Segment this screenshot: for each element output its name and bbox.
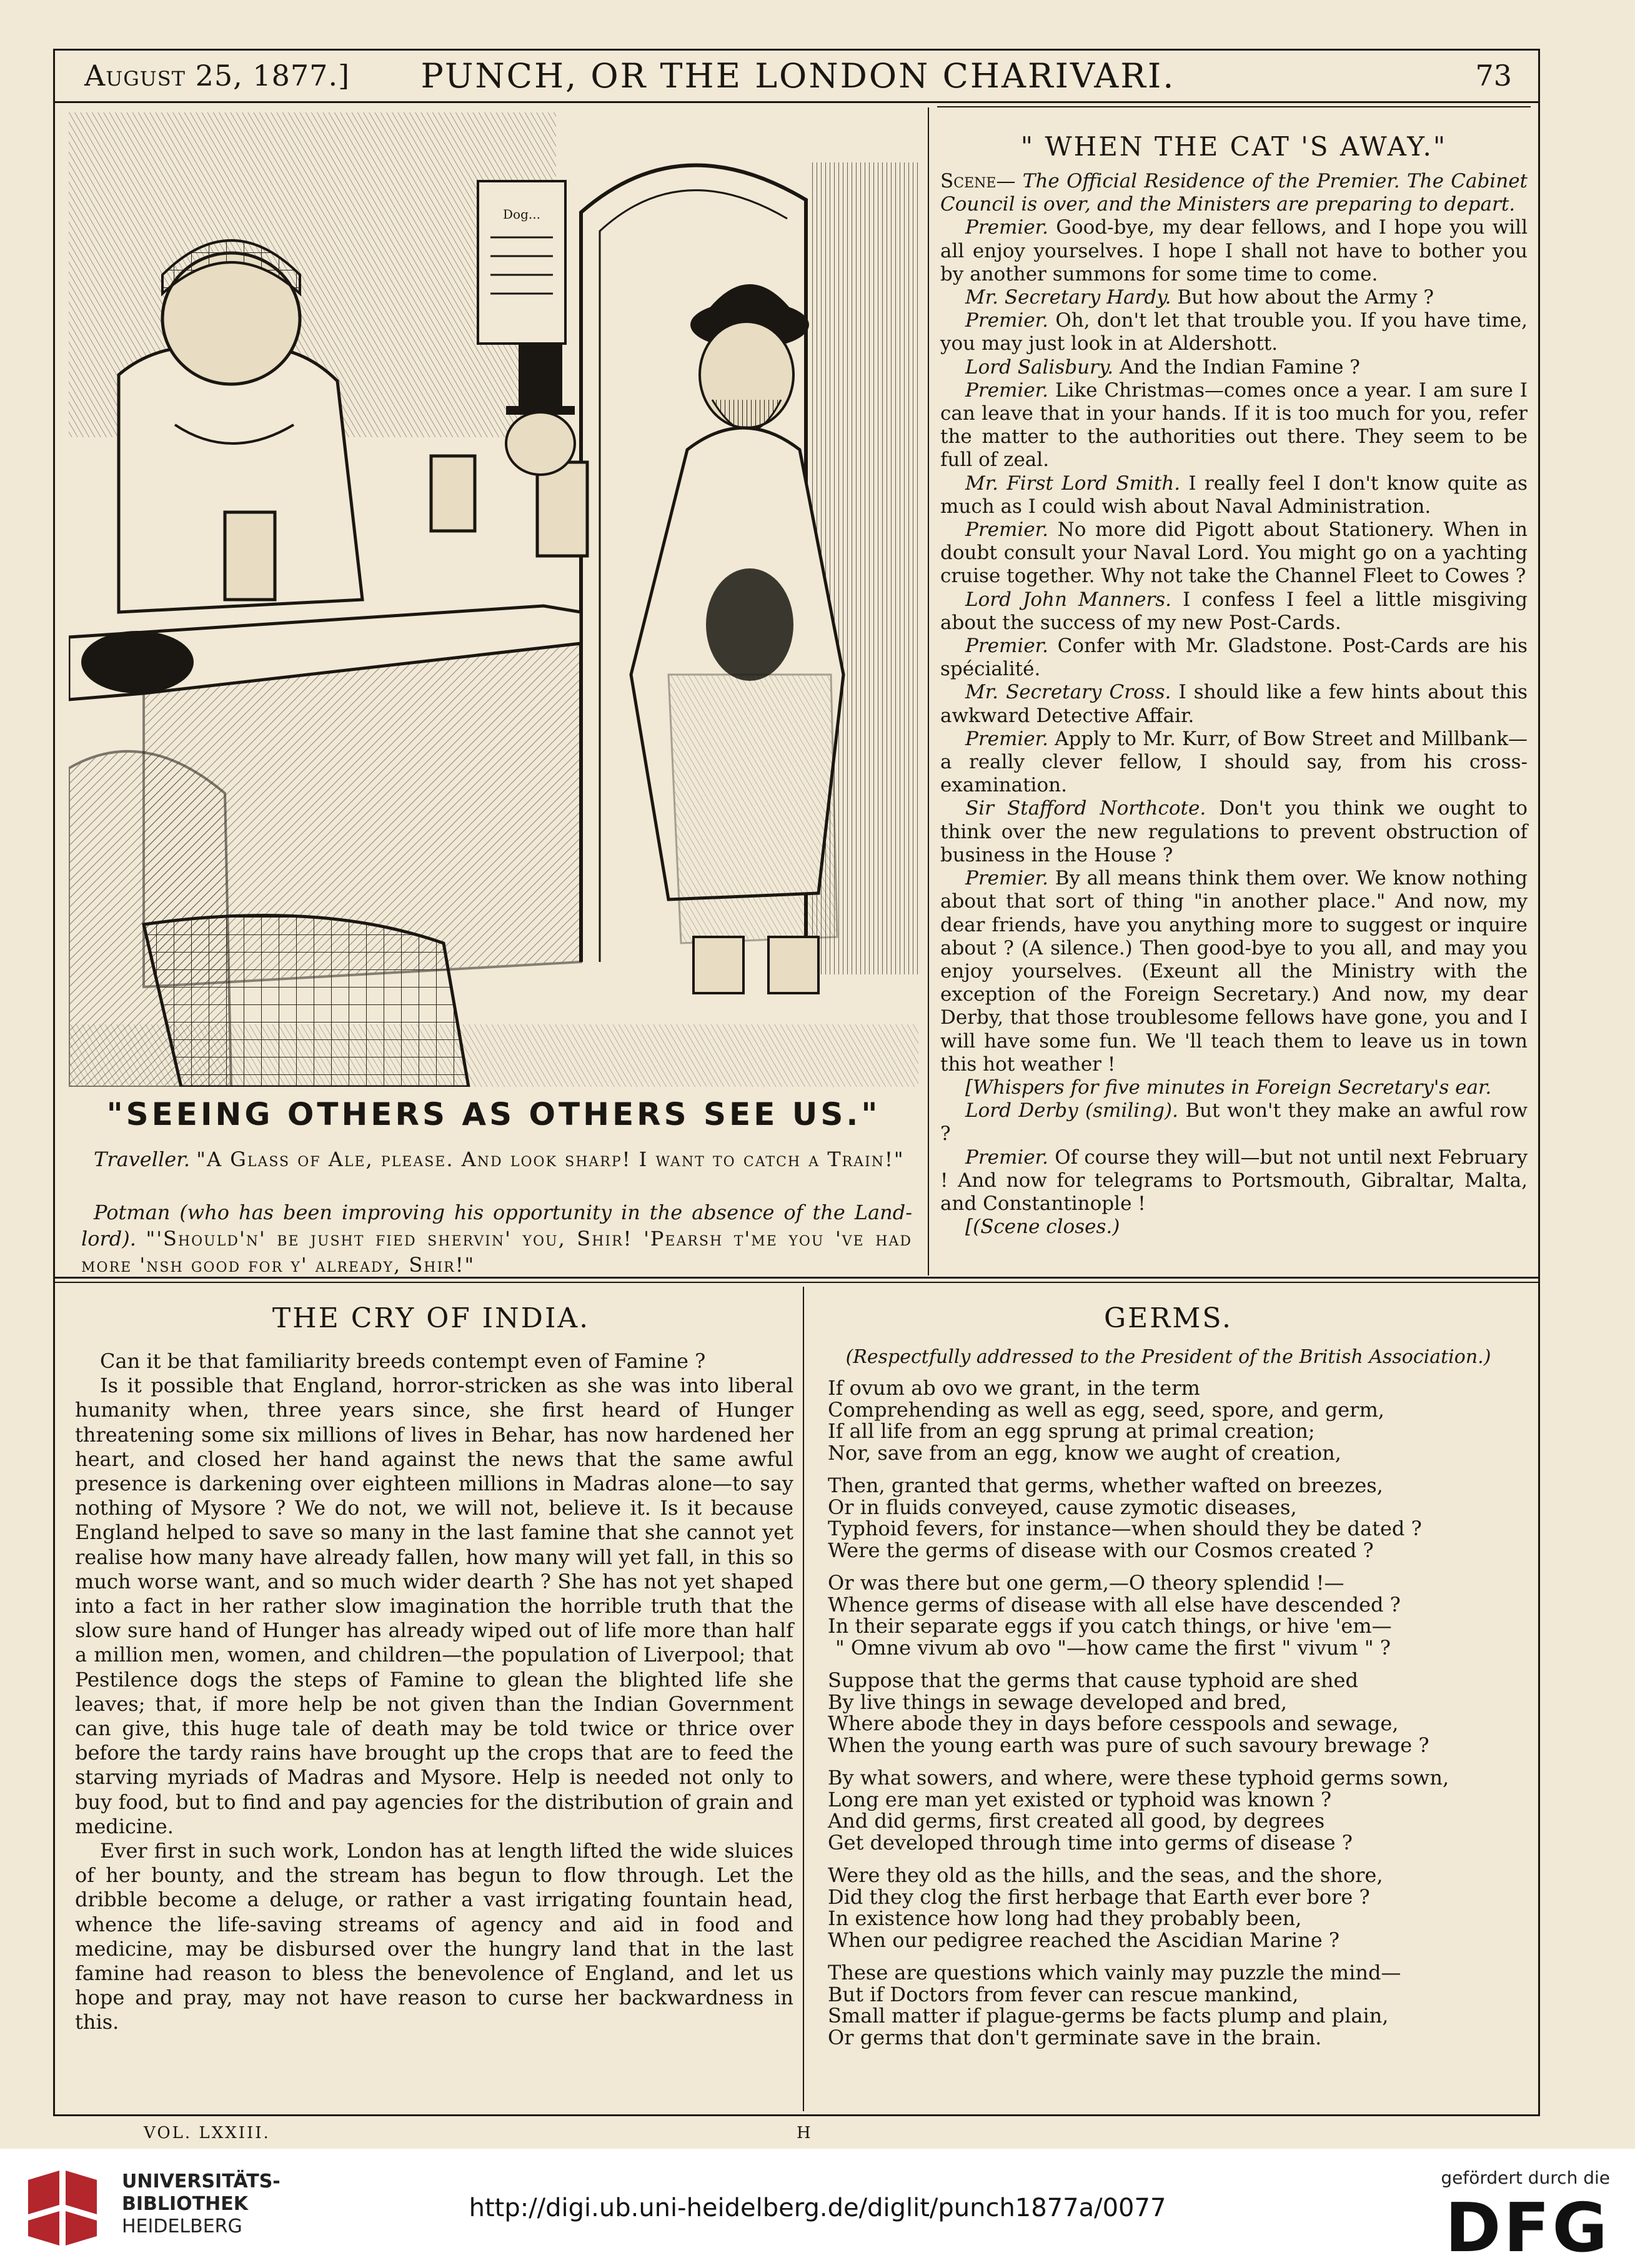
cartoon-caption-title: "SEEING OTHERS AS OTHERS SEE US.": [106, 1096, 881, 1132]
poem-line: If all life from an egg sprung at primal creation;: [828, 1419, 1315, 1443]
india-article-body: [75, 1349, 793, 2035]
caption-text: "'Should'n' be jusht fied shervin' you, Shir! 'Pearsh t'me you 've had more 'nsh good for y' already, Shir!": [81, 1227, 913, 1277]
dialogue-text: Don't you think we ought to think over the new regulations to prevent obstruction of business in the House ?: [940, 797, 1528, 866]
funded-by-label: gefördert durch die: [1441, 2167, 1610, 2188]
dialogue-paragraph: [940, 1099, 1528, 1146]
dialogue-text: But how about the Army ?: [1177, 286, 1434, 309]
poem-line: But if Doctors from fever can rescue mankind,: [828, 1982, 1299, 2006]
poem-line: By live things in sewage developed and bred,: [828, 1690, 1287, 1714]
caption-note: (who has been improving his opportunity in the absence of the Land-lord).: [81, 1201, 913, 1250]
speaker-name: Premier.: [965, 867, 1048, 890]
publication-title: PUNCH, OR THE LONDON CHARIVARI.: [420, 56, 1176, 96]
scene-lead: Scene: [940, 170, 996, 192]
cartoon-illustration: [69, 112, 918, 1087]
poem-line: And did germs, first created all good, by degrees: [828, 1809, 1325, 1833]
left-border: [53, 49, 55, 2116]
speaker-name: Premier.: [965, 727, 1048, 750]
header-rule-thin: [937, 106, 1531, 107]
dialogue-text: But won't they make an awful row ?: [940, 1099, 1528, 1146]
speaker-name: Mr. First Lord Smith.: [965, 472, 1181, 495]
top-rule: [53, 49, 1540, 51]
poem-stanza: [828, 1767, 1528, 1853]
poem-stanza: [828, 1475, 1528, 1561]
cartoon-caption-potman: [81, 1199, 912, 1278]
dialogue-text: I should like a few hints about this awkward Detective Affair.: [940, 681, 1528, 727]
poem-line: Or in fluids conveyed, cause zymotic diseases,: [828, 1495, 1297, 1519]
dialogue-text: Good-bye, my dear fellows, and I hope you will all enjoy yourselves. I hope I shall not have to bother you by another summons for some time to come.: [940, 216, 1528, 285]
dialogue-paragraph: [940, 286, 1528, 309]
poem-line: By what sowers, and where, were these typhoid germs sown,: [828, 1766, 1449, 1790]
header-rule: [53, 101, 1540, 103]
poem-line: Nor, save from an egg, know we aught of creation,: [828, 1440, 1341, 1465]
institution-line-2: BIBLIOTHEK: [122, 2193, 248, 2215]
scene-direction: [940, 170, 1528, 216]
dialogue-text: Confer with Mr. Gladstone. Post-Cards are his spécialité.: [940, 635, 1528, 681]
source-url-link[interactable]: http://digi.ub.uni-heidelberg.de/diglit/punch1877a/0077: [469, 2194, 1166, 2222]
poem-line: Suppose that the germs that cause typhoid are shed: [828, 1668, 1358, 1692]
institution-line-3: HEIDELBERG: [122, 2216, 242, 2237]
scene-closes: [(Scene closes.): [965, 1216, 1120, 1239]
poem-line: Whence germs of disease with all else have descended ?: [828, 1592, 1401, 1617]
upper-column-divider: [928, 107, 929, 1275]
india-article-title: THE CRY OF INDIA.: [272, 1302, 590, 1334]
speaker-name: Lord Salisbury.: [965, 355, 1114, 379]
poem-line: Were they old as the hills, and the seas, and the shore,: [828, 1863, 1383, 1887]
dialogue-paragraph: [940, 518, 1528, 588]
lower-column-divider: [803, 1287, 804, 2111]
scene-text: — The Official Residence of the Premier. The Cabinet Council is over, and the Ministers are preparing to depart.: [940, 170, 1528, 216]
article-paragraph: Can it be that familiarity breeds contempt even of Famine ?: [100, 1349, 706, 1373]
poem-stanza: [828, 1962, 1528, 2048]
dialogue-text: No more did Pigott about Stationery. When in doubt consult your Naval Lord. You might go on a yachting cruise together. Why not take the Channel Fleet to Cowes ?: [940, 518, 1528, 588]
speaker-name: Premier.: [965, 309, 1048, 332]
cat-article-title: " WHEN THE CAT 'S AWAY.": [1020, 131, 1448, 162]
caption-speaker: Traveller.: [94, 1147, 191, 1171]
institution-line-1: UNIVERSITÄTS-: [122, 2171, 281, 2192]
dialogue-paragraph: [940, 472, 1528, 518]
poem-line: In their separate eggs if you catch things, or hive 'em—: [828, 1614, 1392, 1638]
speaker-name: Premier.: [965, 518, 1048, 542]
volume-label: VOL. LXXIII.: [144, 2124, 271, 2142]
poem-line: Long ere man yet existed or typhoid was known ?: [828, 1787, 1332, 1811]
dialogue-paragraph: [940, 1076, 1528, 1099]
poem-stanza: [828, 1377, 1528, 1463]
dialogue-text: I really feel I don't know quite as much as I could wish about Naval Administration.: [940, 472, 1528, 518]
speaker-name: Sir Stafford Northcote.: [965, 797, 1206, 820]
dialogue-paragraph: [940, 635, 1528, 681]
caption-speaker: Potman: [94, 1201, 171, 1224]
dialogue-paragraph: [940, 1146, 1528, 1216]
speaker-name: Premier.: [965, 379, 1048, 402]
dialogue-paragraph: [940, 379, 1528, 472]
poem-line: " Omne vivum ab ovo "—how came the first " vivum " ?: [835, 1635, 1391, 1660]
dialogue-text: Of course they will—but not until next February ! And now for telegrams to Portsmouth, Gibraltar, Malta, and Constantinople !: [940, 1146, 1528, 1215]
poem-line: Or germs that don't germinate save in the brain.: [828, 2025, 1322, 2049]
poem-line: If ovum ab ovo we grant, in the term: [828, 1376, 1200, 1400]
poem-line: Were the germs of disease with our Cosmos created ?: [828, 1538, 1374, 1562]
poem-stanza: [828, 1670, 1528, 1756]
bottom-rule: [53, 2114, 1540, 2116]
speaker-name: Premier.: [965, 216, 1048, 239]
poem-stanza: [828, 1864, 1528, 1951]
middle-rule-thin: [53, 1282, 1540, 1283]
dialogue-paragraph: [940, 309, 1528, 355]
germs-poem: [828, 1377, 1528, 2059]
running-header: [66, 52, 1531, 99]
dialogue-paragraph: [940, 797, 1528, 867]
poem-line: Where abode they in days before cesspools and sewage,: [828, 1711, 1399, 1735]
right-border: [1538, 49, 1540, 2116]
signature-mark: H: [797, 2124, 813, 2142]
article-paragraph: Is it possible that England, horror-stricken as she was into liberal humanity when, three years since, she first heard of Hunger threatening some six millions of lives in Behar, has now hardened her heart, and closed her hand against the news that the same awful presence is darkening over eighteen millions in Madras alone—to say nothing of Mysore ? We do not, we will not, believe it. Is it because England helped to save so many in the last famine that she cannot yet realise how many have already fallen, how many will yet fall, in this so much worse want, and so much wider dearth ? She has not yet shaped into a fact in her rather slow imagination the horrible truth that the slow sure hand of Hunger has already wiped out of life more than half a million men, women, and children—the population of Liverpool; that Pestilence dogs the steps of Famine to glean the blighted life she leaves; that, if more help be not given than the Indian Government can give, this huge tale of death may be told twice or thrice over before the tardy rains have brought up the crops that are to feed the starving myriads of Madras and Mysore. Help is needed not only to buy food, but to find and pay agencies for the distribution of grain and medicine.: [75, 1374, 793, 1838]
speaker-name: Premier.: [965, 1146, 1048, 1169]
dialogue-paragraph: [940, 588, 1528, 635]
dialogue-paragraph: [940, 356, 1528, 379]
poem-line: Then, granted that germs, whether wafted on breezes,: [828, 1473, 1383, 1497]
germs-poem-subtitle: (Respectfully addressed to the President of the British Association.): [845, 1346, 1491, 1368]
speaker-name: Mr. Secretary Hardy.: [965, 286, 1171, 309]
dialogue-text: Apply to Mr. Kurr, of Bow Street and Millbank—a really clever fellow, I should say, from his cross-examination.: [940, 727, 1528, 797]
speaker-name: Lord Derby (smiling).: [965, 1099, 1178, 1122]
poem-stanza: [828, 1572, 1528, 1658]
germs-poem-title: GERMS.: [1103, 1302, 1233, 1334]
dialogue-paragraph: [940, 681, 1528, 727]
speaker-name: Lord John Manners.: [965, 588, 1172, 611]
poem-line: Or was there but one germ,—O theory splendid !—: [828, 1571, 1344, 1595]
dialogue-text: Oh, don't let that trouble you. If you have time, you may just look in at Aldershott.: [940, 309, 1528, 355]
cartoon-caption-traveller: [81, 1146, 912, 1172]
poem-line: These are questions which vainly may puzzle the mind—: [828, 1961, 1401, 1984]
poem-line: Comprehending as well as egg, seed, spore, and germ,: [828, 1397, 1384, 1422]
issue-date: August 25, 1877.]: [84, 59, 350, 92]
dialogue-text: I confess I feel a little misgiving about the success of my new Post-Cards.: [940, 588, 1528, 634]
dfg-logo: DFG: [1444, 2189, 1610, 2267]
dialogue-text: [Whispers for five minutes in Foreign Secretary's ear.: [965, 1076, 1492, 1099]
cat-article-body: [940, 170, 1528, 1239]
page-number: 73: [1475, 59, 1512, 92]
caption-text: "A Glass of Ale, please. And look sharp! I want to catch a Train!": [196, 1147, 905, 1171]
speaker-name: Mr. Secretary Cross.: [965, 681, 1171, 704]
poem-line: Small matter if plague-germs be facts plump and plain,: [828, 2004, 1389, 2028]
article-paragraph: Ever first in such work, London has at length lifted the wide sluices of her bounty, and the stream has begun to flow through. Let the dribble become a deluge, or rather a vast irrigating fountain head, whence the life-saving streams of agency and aid in food and medicine, may be disbursed over the hungry land that in the last famine had reason to bless the benevolence of England, and let us hope and pray, may not have reason to curse her backwardness in this.: [75, 1839, 793, 2034]
dialogue-text: Like Christmas—comes once a year. I am sure I can leave that in your hands. If it is too much for you, refer the matter to the authorities out there. They seem to be full of zeal.: [940, 379, 1528, 472]
poem-line: When the young earth was pure of such savoury brewage ?: [828, 1733, 1429, 1757]
poster-text: Dog...: [503, 207, 540, 222]
dialogue-paragraph: [940, 867, 1528, 1076]
poem-line: When our pedigree reached the Ascidian Marine ?: [828, 1928, 1340, 1952]
dialogue-paragraph: [940, 728, 1528, 798]
dialogue-text: By all means think them over. We know nothing about that sort of thing "in another place." And now, my dear friends, have you anything more to suggest or inquire about ? (A silence.) Then good-bye to you all, and may you enjoy yourselves. (Exeunt all the Ministry with the exception of the Foreign Secretary.) And now, my dear Derby, that those troublesome fellows have gone, you and I will have some fun. We 'll teach them to leave us in town this hot weather !: [940, 867, 1528, 1076]
poem-line: Get developed through time into germs of disease ?: [828, 1830, 1353, 1855]
poem-line: Typhoid fevers, for instance—when should they be dated ?: [828, 1517, 1422, 1540]
speaker-name: Premier.: [965, 635, 1048, 658]
poem-line: In existence how long had they probably been,: [828, 1906, 1302, 1930]
poem-line: Did they clog the first herbage that Earth ever bore ?: [828, 1884, 1370, 1909]
dialogue-paragraph: [940, 216, 1528, 286]
dialogue-text: And the Indian Famine ?: [1119, 355, 1360, 379]
